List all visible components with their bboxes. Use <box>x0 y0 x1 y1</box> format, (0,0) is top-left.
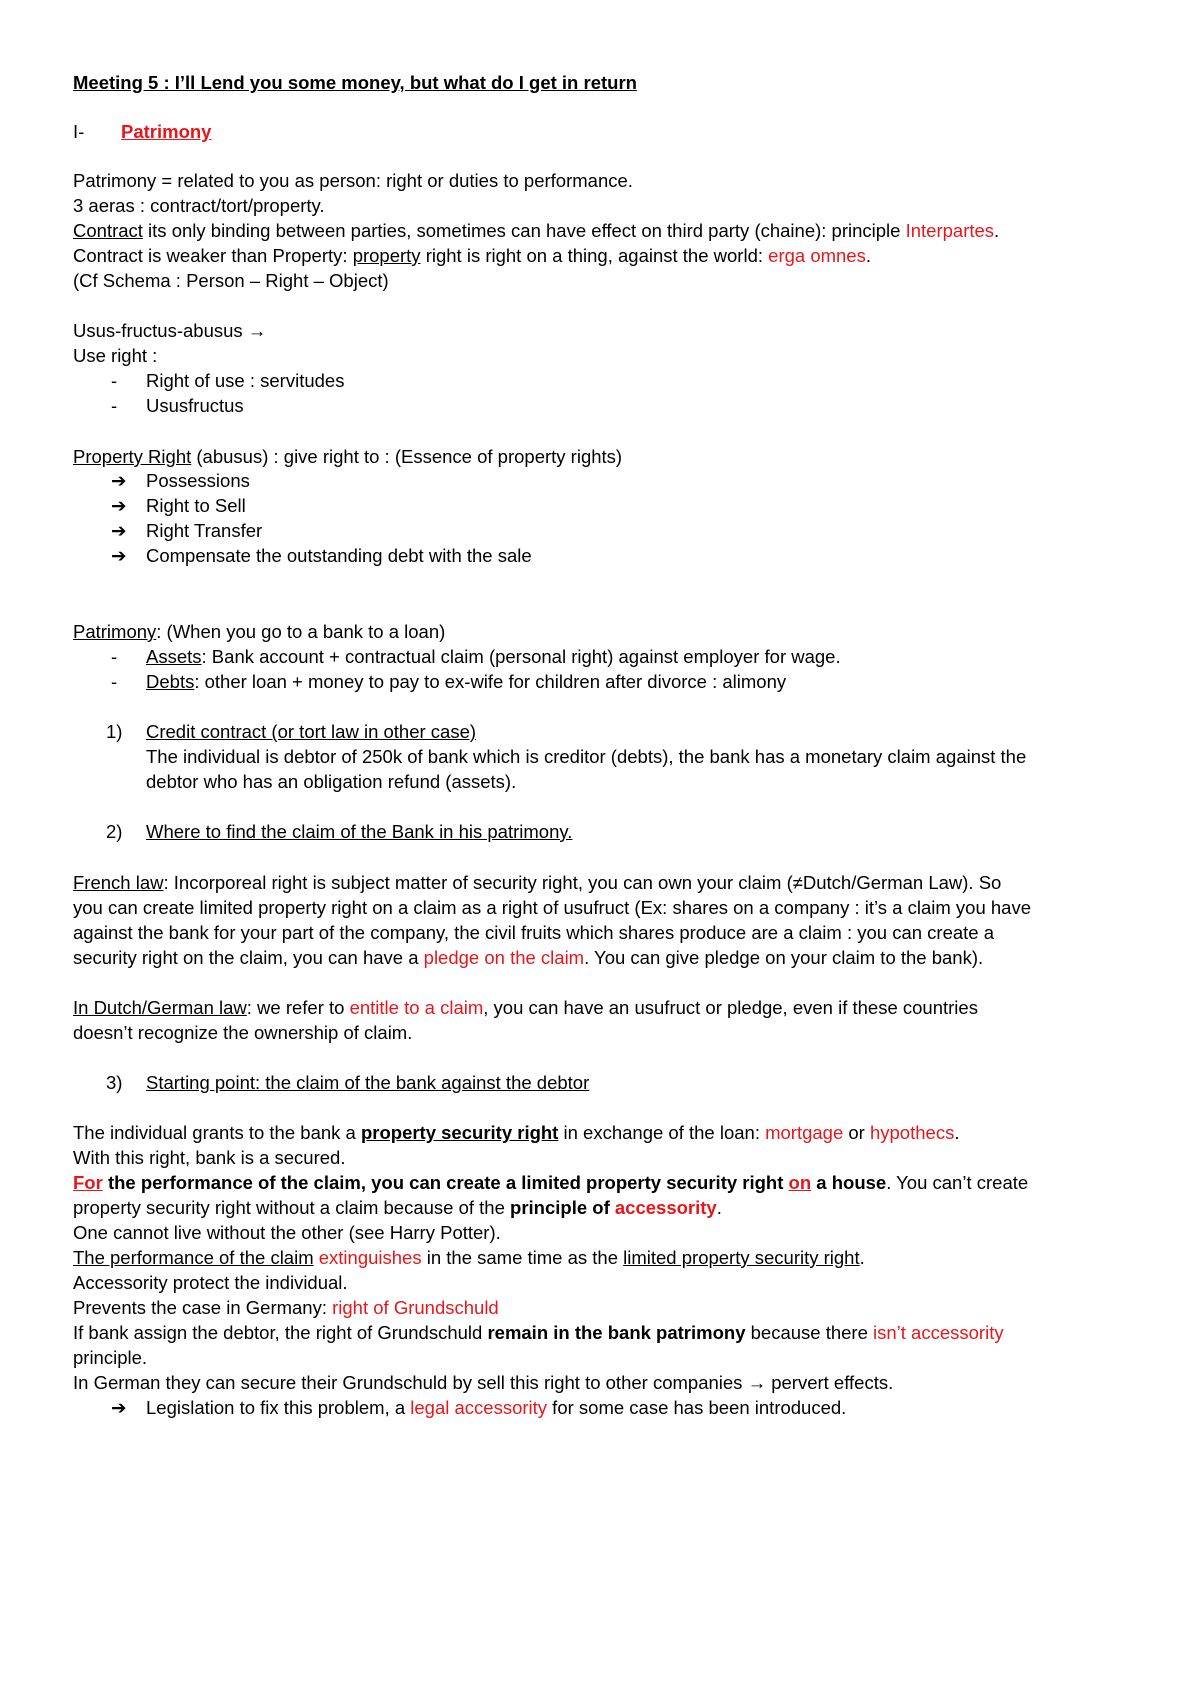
text: , you can have an usufruct or pledge, even if these countries <box>483 997 978 1018</box>
right-arrow-icon: → <box>247 320 267 341</box>
term-isnt-accessority: isn’t accessority <box>873 1322 1004 1343</box>
text: remain in the bank patrimony <box>487 1322 746 1343</box>
paragraph-line: Use right : <box>73 345 158 366</box>
text: security right on the claim, you can have a <box>73 947 424 968</box>
term-property: property <box>352 245 421 266</box>
text: for some case has been introduced. <box>547 1397 847 1418</box>
dash-bullet: - <box>111 671 118 692</box>
term-hypothecs: hypothecs <box>869 1122 955 1143</box>
text: . <box>716 1197 722 1218</box>
text: the performance of the claim, you can create a limited property security right <box>102 1172 789 1193</box>
section-title: Patrimony <box>121 121 212 142</box>
paragraph-line <box>73 219 999 243</box>
paragraph-line: against the bank for your part of the company, the civil fruits which shares produce are a claim : you can create a <box>73 922 995 943</box>
text: : Bank account + contractual claim (personal right) against employer for wage. <box>201 646 841 667</box>
paragraph-line <box>73 1321 1004 1345</box>
term-interpartes: Interpartes <box>905 220 995 241</box>
text: . <box>859 1247 865 1268</box>
paragraph-line <box>73 946 983 970</box>
list-item-text: Right Transfer <box>146 520 263 541</box>
numbered-item-heading: Where to find the claim of the Bank in his patrimony. <box>146 821 573 842</box>
text: The individual is debtor of 250k of bank which is creditor (debts), the bank has a monetary claim against the <box>146 746 1027 767</box>
numbered-item-heading: Starting point: the claim of the bank against the debtor <box>146 1072 590 1093</box>
text: limited property security right <box>623 1247 860 1268</box>
term-on: on <box>788 1172 812 1193</box>
paragraph-line <box>73 996 978 1020</box>
text: Legislation to fix this problem, a <box>146 1397 411 1418</box>
text: In German they can secure their Grundschuld by sell this right to other companies <box>73 1372 748 1393</box>
arrow-bullet-icon: ➔ <box>111 545 127 566</box>
section-number: I- <box>73 121 85 142</box>
text: . <box>865 245 871 266</box>
paragraph-line <box>73 1196 722 1220</box>
text: property security right without a claim because of the <box>73 1197 511 1218</box>
item-number: 2) <box>106 821 123 842</box>
arrow-bullet-icon: ➔ <box>111 495 127 516</box>
dash-bullet: - <box>111 395 118 416</box>
paragraph-line <box>73 244 871 268</box>
paragraph-line <box>73 1246 865 1270</box>
text: in the same time as the <box>421 1247 624 1268</box>
term-entitle-to-claim: entitle to a claim <box>349 997 484 1018</box>
text: : we refer to <box>246 997 350 1018</box>
text: Contract is weaker than Property: <box>73 245 353 266</box>
text: a house <box>811 1172 887 1193</box>
arrow-bullet-icon: ➔ <box>111 1397 127 1418</box>
usus-line <box>73 319 266 343</box>
text: . You can’t create <box>886 1172 1029 1193</box>
text: principle of <box>510 1197 615 1218</box>
text: The individual grants to the bank a <box>73 1122 361 1143</box>
term-property-right: Property Right <box>73 446 192 467</box>
term-pledge-on-claim: pledge on the claim <box>423 947 585 968</box>
text: . You can give pledge on your claim to the bank). <box>584 947 984 968</box>
paragraph-line: With this right, bank is a secured. <box>73 1147 346 1168</box>
paragraph-line: you can create limited property right on a claim as a right of usufruct (Ex: shares on a company : it’s a claim you have <box>73 897 1031 918</box>
term-for: For <box>73 1172 103 1193</box>
item-number: 3) <box>106 1072 123 1093</box>
paragraph-line <box>73 1296 499 1320</box>
text: : other loan + money to pay to ex-wife for children after divorce : alimony <box>194 671 787 692</box>
section-heading-patrimony <box>73 120 212 144</box>
text: pervert effects. <box>766 1372 894 1393</box>
text: : Incorporeal right is subject matter of security right, you can own your claim (≠Dutch/German Law). So <box>163 872 1002 893</box>
term-dutch-german-law: In Dutch/German law <box>73 997 247 1018</box>
dash-bullet: - <box>111 370 118 391</box>
text: If bank assign the debtor, the right of Grundschuld <box>73 1322 488 1343</box>
page-title: Meeting 5 : I’ll Lend you some money, but what do I get in return <box>73 72 637 93</box>
text: its only binding between parties, sometimes can have effect on third party (chaine): principle <box>142 220 906 241</box>
term-extinguishes: extinguishes <box>318 1247 422 1268</box>
term-patrimony: Patrimony <box>73 621 157 642</box>
term-erga-omnes: erga omnes <box>768 245 866 266</box>
text: (abusus) : give right to : (Essence of property rights) <box>191 446 623 467</box>
right-arrow-icon: → <box>747 1372 767 1393</box>
text: Prevents the case in Germany: <box>73 1297 333 1318</box>
list-item-text: Compensate the outstanding debt with the sale <box>146 545 532 566</box>
paragraph-line: Patrimony = related to you as person: right or duties to performance. <box>73 170 633 191</box>
term-mortgage: mortgage <box>765 1122 844 1143</box>
list-item-text <box>146 670 786 694</box>
text: : (When you go to a bank to a loan) <box>156 621 446 642</box>
term-legal-accessority: legal accessority <box>410 1397 548 1418</box>
text: Usus-fructus-abusus <box>73 320 243 341</box>
arrow-bullet-icon: ➔ <box>111 470 127 491</box>
term-accessority: accessority <box>614 1197 717 1218</box>
term-french-law: French law <box>73 872 164 893</box>
paragraph-line <box>73 620 445 644</box>
text: . <box>994 220 1000 241</box>
text: right is right on a thing, against the world: <box>420 245 769 266</box>
paragraph-line <box>73 1121 959 1145</box>
paragraph-line: One cannot live without the other (see Harry Potter). <box>73 1222 501 1243</box>
text: debtor who has an obligation refund (assets). <box>146 771 517 792</box>
paragraph-line: 3 aeras : contract/tort/property. <box>73 195 325 216</box>
term-assets: Assets <box>146 646 202 667</box>
paragraph-line: principle. <box>73 1347 148 1368</box>
text: in exchange of the loan: <box>558 1122 766 1143</box>
paragraph-line: (Cf Schema : Person – Right – Object) <box>73 270 389 291</box>
list-item-text <box>146 1396 846 1420</box>
term-property-security-right: property security right <box>360 1122 559 1143</box>
paragraph-line <box>73 445 622 469</box>
dash-bullet: - <box>111 646 118 667</box>
arrow-bullet-icon: ➔ <box>111 520 127 541</box>
numbered-item-heading: Credit contract (or tort law in other case) <box>146 721 477 742</box>
list-item-text: Right to Sell <box>146 495 246 516</box>
paragraph-line <box>73 871 1001 895</box>
list-item-text: Ususfructus <box>146 395 244 416</box>
text: The performance of the claim <box>73 1247 314 1268</box>
term-debts: Debts <box>146 671 195 692</box>
item-number: 1) <box>106 721 123 742</box>
list-item-text: Possessions <box>146 470 250 491</box>
paragraph-line: Accessority protect the individual. <box>73 1272 348 1293</box>
paragraph-line: doesn’t recognize the ownership of claim. <box>73 1022 413 1043</box>
paragraph-line <box>73 1171 1028 1195</box>
list-item-text: Right of use : servitudes <box>146 370 345 391</box>
text: because there <box>745 1322 874 1343</box>
text: or <box>843 1122 870 1143</box>
list-item-text <box>146 645 841 669</box>
term-contract: Contract <box>73 220 143 241</box>
text: . <box>954 1122 960 1143</box>
paragraph-line <box>73 1371 893 1395</box>
term-grundschuld: right of Grundschuld <box>332 1297 499 1318</box>
